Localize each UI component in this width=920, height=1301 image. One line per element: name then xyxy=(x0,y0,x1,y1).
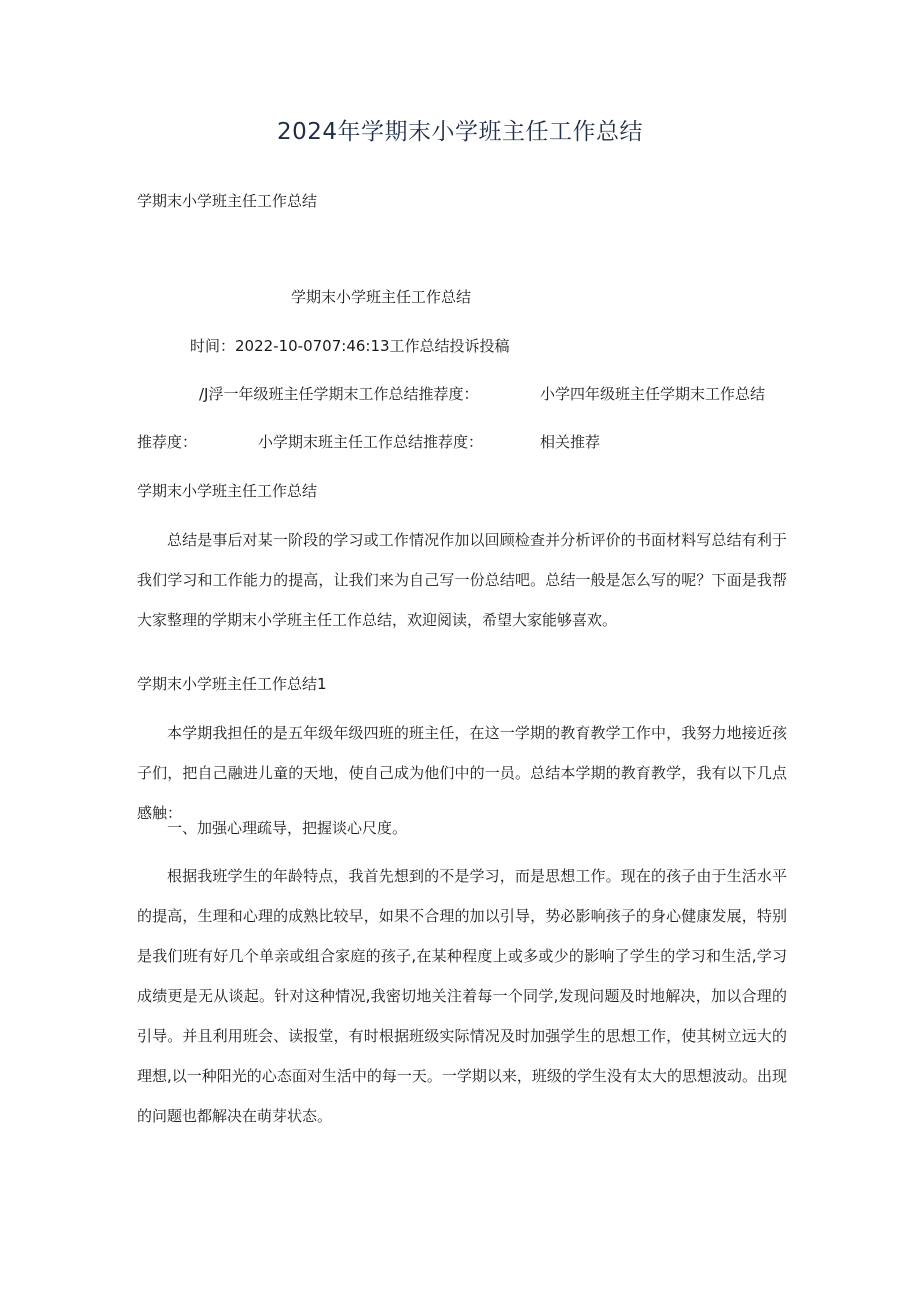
meta-line: 时间：2022-10-0707:46:13工作总结投诉投稿 xyxy=(190,337,510,355)
section-heading: 学期末小学班主任工作总结 xyxy=(137,482,318,500)
intro-paragraph: 总结是事后对某一阶段的学习或工作情况作加以回顾检查并分析评价的书面材料写总结有利于我们学习和工作能力的提高，让我们来为自己写一份总结吧。总结一般是怎么写的呢？下面是我帮大家整理的学期末小学班主任工作总结，欢迎阅读，希望大家能够喜欢。 xyxy=(137,531,787,629)
recommend-item-2: 小学四年级班主任学期末工作总结 xyxy=(540,385,766,403)
document-title: 2024年学期末小学班主任工作总结 xyxy=(276,119,644,145)
part1-paragraph: 本学期我担任的是五年级年级四班的班主任，在这一学期的教育教学工作中，我努力地接近孩子们，把自己融进儿童的天地，使自己成为他们中的一员。总结本学期的教育教学，我有以下几点感触： xyxy=(137,724,787,822)
point1-heading: 一、加强心理疏导，把握谈心尺度。 xyxy=(167,819,408,837)
recommend-item-3: 小学期末班主任工作总结推荐度： xyxy=(258,433,484,451)
part1-heading: 学期末小学班主任工作总结1 xyxy=(137,675,327,693)
recommend-label: 推荐度： xyxy=(137,433,198,451)
recommend-item-1: /J浮一年级班主任学期末工作总结推荐度： xyxy=(199,385,479,403)
center-heading: 学期末小学班主任工作总结 xyxy=(291,288,472,306)
related-recommend: 相关推荐 xyxy=(540,433,601,451)
document-subtitle: 学期末小学班主任工作总结 xyxy=(137,192,318,210)
point1-paragraph: 根据我班学生的年龄特点，我首先想到的不是学习，而是思想工作。现在的孩子由于生活水平的提高，生理和心理的成熟比较早，如果不合理的加以引导，势必影响孩子的身心健康发展，特别是我们班有好几个单亲或组合家庭的孩子,在某种程度上或多或少的影响了学生的学习和生活,学习成绩更是无从谈起。针对这种情况,我密切地关注着每一个同学,发现问题及时地解决，加以合理的引导。并且利用班会、读报堂，有时根据班级实际情况及时加强学生的思想工作，使其树立远大的理想,以一种阳光的心态面对生活中的每一天。一学期以来，班级的学生没有太大的思想波动。出现的问题也都解决在萌芽状态。 xyxy=(137,867,787,1125)
